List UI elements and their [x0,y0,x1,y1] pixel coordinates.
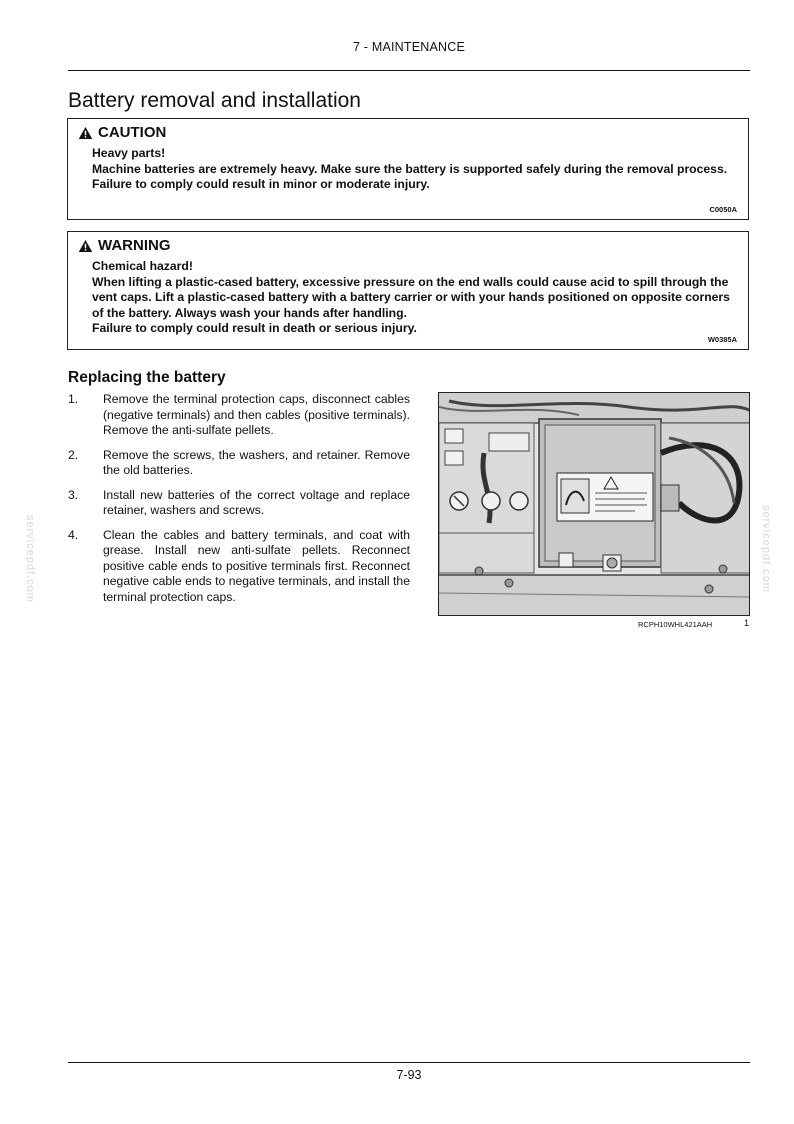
battery-photo [438,392,750,616]
warning-label: WARNING [98,237,171,254]
footer-rule [68,1062,750,1063]
step-number: 2. [68,447,79,462]
caution-line: Machine batteries are extremely heavy. Make sure the battery is supported safely during the removal process. [92,161,728,176]
caution-header [78,124,738,141]
step-number: 1. [68,392,79,406]
section-subheading: Replacing the battery [68,369,226,386]
figure-number: 1 [744,618,750,628]
battery-compartment-illustration [439,393,750,616]
watermark-right: servicepdf.com [760,505,772,593]
step-item [68,528,410,606]
figure-reference-code: RCPH10WHL421AAH [638,620,713,629]
step-item [68,448,410,479]
warning-box [67,231,749,350]
caution-box [67,118,749,220]
warning-code: W0385A [707,335,737,344]
step-text: Install new batteries of the correct voltage and replace retainer, washers and screws. [103,487,410,517]
step-text: Remove the terminal protection caps, disconnect cables (negative terminals) and then cables (positive terminals). Remove the anti-sulfate pellets. [103,392,410,437]
watermark-left: servicepdf.com [24,515,36,603]
page-number: 7-93 [396,1068,422,1082]
caution-code: C0050A [709,205,737,214]
header-rule [68,70,750,71]
warning-triangle-icon [78,126,93,140]
warning-line: Failure to comply could result in death or serious injury. [92,321,417,335]
step-number: 4. [68,527,79,542]
warning-line: Chemical hazard! [92,259,193,273]
running-header: 7 - MAINTENANCE [352,40,466,54]
step-text: Remove the screws, the washers, and retainer. Remove the old batteries. [103,447,410,477]
caution-label: CAUTION [98,124,167,141]
page-title: Battery removal and installation [68,89,361,112]
step-text: Clean the cables and battery terminals, and coat with grease. Install new anti-sulfate pellets. Reconnect positive cable ends to positive terminals first. Reconnect negative cable ends to negative terminals, and install the terminal protection caps. [103,527,410,604]
caution-line: Heavy parts! [92,146,166,160]
warning-line: When lifting a plastic-cased battery, excessive pressure on the end walls could cause acid to spill through the vent caps. Lift a plastic-cased battery with a battery carrier or with your hands positioned on opposite corners of the battery. Always wash your hands after handling. [92,274,730,320]
step-item [68,392,410,439]
step-item [68,488,410,519]
procedure-steps [68,392,410,614]
caution-line: Failure to comply could result in minor or moderate injury. [92,177,430,191]
warning-triangle-icon [78,239,93,253]
step-number: 3. [68,487,79,502]
warning-header [78,237,738,254]
